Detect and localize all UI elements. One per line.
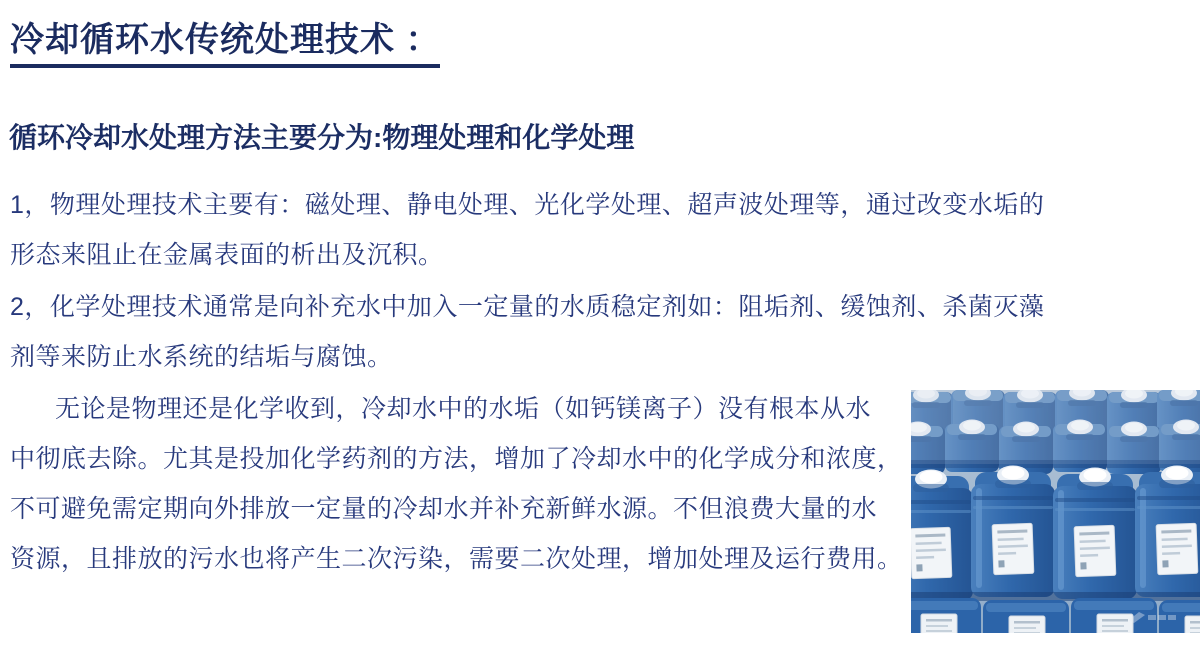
text-line: 资源，且排放的污水也将产生二次污染，需要二次处理，增加处理及运行费用。 bbox=[10, 545, 903, 573]
text-line: 形态来阻止在金属表面的析出及沉积。 bbox=[10, 241, 444, 269]
chemical-drums-illustration bbox=[911, 390, 1200, 633]
text-line: 中彻底去除。尤其是投加化学药剂的方法，增加了冷却水中的化学成分和浓度， bbox=[10, 445, 903, 473]
paragraph-chemical-treatment bbox=[10, 282, 1190, 382]
chemical-drums-photo bbox=[911, 390, 1200, 633]
paragraph-physical-treatment bbox=[10, 180, 1190, 280]
text-line: 剂等来防止水系统的结垢与腐蚀。 bbox=[10, 343, 393, 371]
text-line: 不可避免需定期向外排放一定量的冷却水并补充新鲜水源。不但浪费大量的水 bbox=[10, 495, 878, 523]
title-wrap bbox=[10, 12, 440, 68]
section-heading: 循环冷却水处理方法主要分为:物理处理和化学处理 bbox=[9, 122, 635, 153]
page-title: 冷却循环水传统处理技术 ： bbox=[10, 12, 440, 68]
text-line: 无论是物理还是化学收到，冷却水中的水垢（如钙镁离子）没有根本从水 bbox=[55, 395, 872, 423]
text-line: 1，物理处理技术主要有：磁处理、静电处理、光化学处理、超声波处理等，通过改变水垢的 bbox=[10, 191, 1045, 219]
text-line: 2，化学处理技术通常是向补充水中加入一定量的水质稳定剂如：阻垢剂、缓蚀剂、杀菌灭藻 bbox=[10, 293, 1045, 321]
